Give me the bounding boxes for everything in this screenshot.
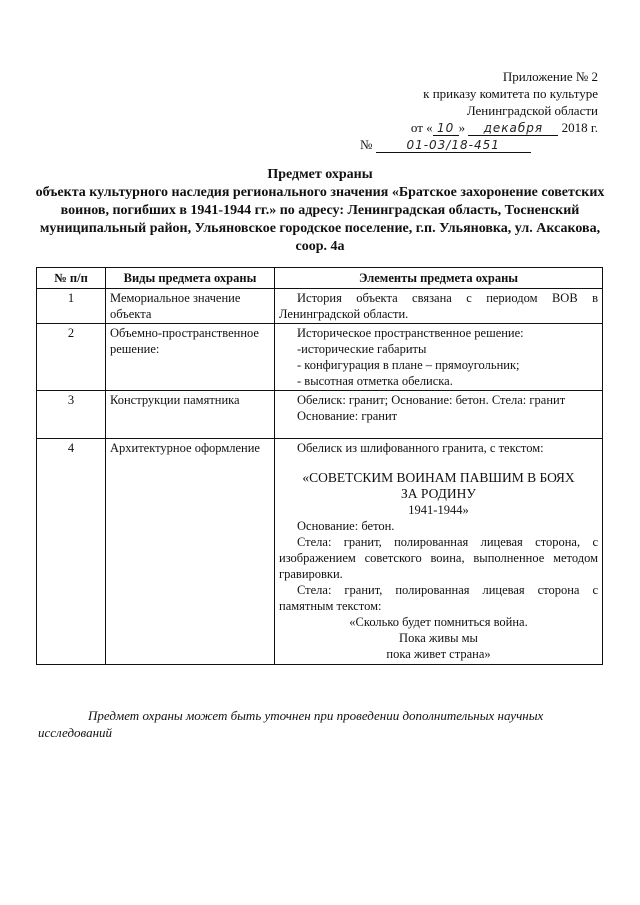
- inscription-line: «Сколько будет помниться война.: [349, 615, 528, 629]
- row-elements: [275, 391, 603, 439]
- appendix-title: Приложение № 2: [502, 69, 598, 84]
- row-elements: [275, 324, 603, 391]
- row-kind: Объемно-пространственное решение:: [106, 324, 275, 391]
- table-row: [37, 439, 603, 665]
- element-line: Основание: гранит: [297, 409, 398, 423]
- row-num: 1: [37, 289, 106, 324]
- row-kind: Конструкции памятника: [106, 391, 275, 439]
- title-subtitle: объекта культурного наследия регионального значения «Братское захоронение советских воинов, погибших в 1941-1944 гг.» по адресу: Ленинградская область, Тосненский муниципальный район, Ульяновское городское поселение, г.п. Ульяновка, ул. Аксакова, соор. 4а: [35, 185, 605, 254]
- element-line: -исторические габариты: [297, 342, 427, 356]
- element-line: - конфигурация в плане – прямоугольник;: [297, 358, 520, 372]
- appendix-block: [358, 68, 598, 153]
- appendix-region: Ленинградской области: [466, 103, 598, 118]
- element-line: Основание: бетон.: [297, 519, 395, 533]
- row-kind: Мемориальное значение объекта: [106, 289, 275, 324]
- appendix-order-ref: к приказу комитета по культуре: [423, 86, 598, 101]
- element-line: Обелиск: гранит; Основание: бетон. Стела: гранит: [297, 393, 566, 407]
- inscription-line: «СОВЕТСКИМ ВОИНАМ ПАВШИМ В БОЯХ: [302, 470, 575, 485]
- inscription-line: 1941-1944»: [408, 503, 469, 517]
- inscription-line: пока живет страна»: [386, 647, 491, 661]
- document-title: [30, 166, 610, 256]
- number-label: №: [360, 137, 373, 152]
- row-num: 2: [37, 324, 106, 391]
- title-heading: Предмет охраны: [267, 167, 373, 182]
- row-elements: [275, 289, 603, 324]
- date-mid: »: [458, 120, 466, 135]
- table-row: [37, 324, 603, 391]
- inscription-line: ЗА РОДИНУ: [401, 486, 476, 501]
- date-prefix: от «: [410, 120, 433, 135]
- row-num: 4: [37, 439, 106, 665]
- inscription-line: Пока живы мы: [399, 631, 478, 645]
- protection-table: [36, 267, 603, 665]
- row-kind: Архитектурное оформление: [106, 439, 275, 665]
- date-day: 10: [433, 121, 459, 136]
- table-header-row: [37, 268, 603, 289]
- row-elements: [275, 439, 603, 665]
- element-line: Стела: гранит, полированная лицевая сторона, с изображением советского воина, выполненное методом гравировки.: [279, 535, 598, 581]
- appendix-number: [358, 136, 598, 153]
- table-row: [37, 391, 603, 439]
- element-line: Стела: гранит, полированная лицевая сторона с памятным текстом:: [279, 583, 598, 613]
- table-row: [37, 289, 603, 324]
- appendix-date: [358, 119, 598, 136]
- element-line: История объекта связана с периодом ВОВ в Ленинградской области.: [279, 291, 598, 321]
- element-line: Историческое пространственное решение:: [297, 326, 524, 340]
- row-num: 3: [37, 391, 106, 439]
- header-elements: Элементы предмета охраны: [275, 268, 603, 289]
- footnote-line: исследований: [38, 725, 113, 740]
- header-num: № п/п: [37, 268, 106, 289]
- date-year: 2018 г.: [561, 120, 598, 135]
- element-line: - высотная отметка обелиска.: [297, 374, 453, 388]
- footnote: [38, 707, 600, 741]
- date-month: декабря: [468, 121, 558, 136]
- header-kind: Виды предмета охраны: [106, 268, 275, 289]
- element-line: Обелиск из шлифованного гранита, с текстом:: [297, 441, 544, 455]
- footnote-line: Предмет охраны может быть уточнен при проведении дополнительных научных: [88, 708, 544, 723]
- number-value: 01-03/18-451: [376, 138, 531, 153]
